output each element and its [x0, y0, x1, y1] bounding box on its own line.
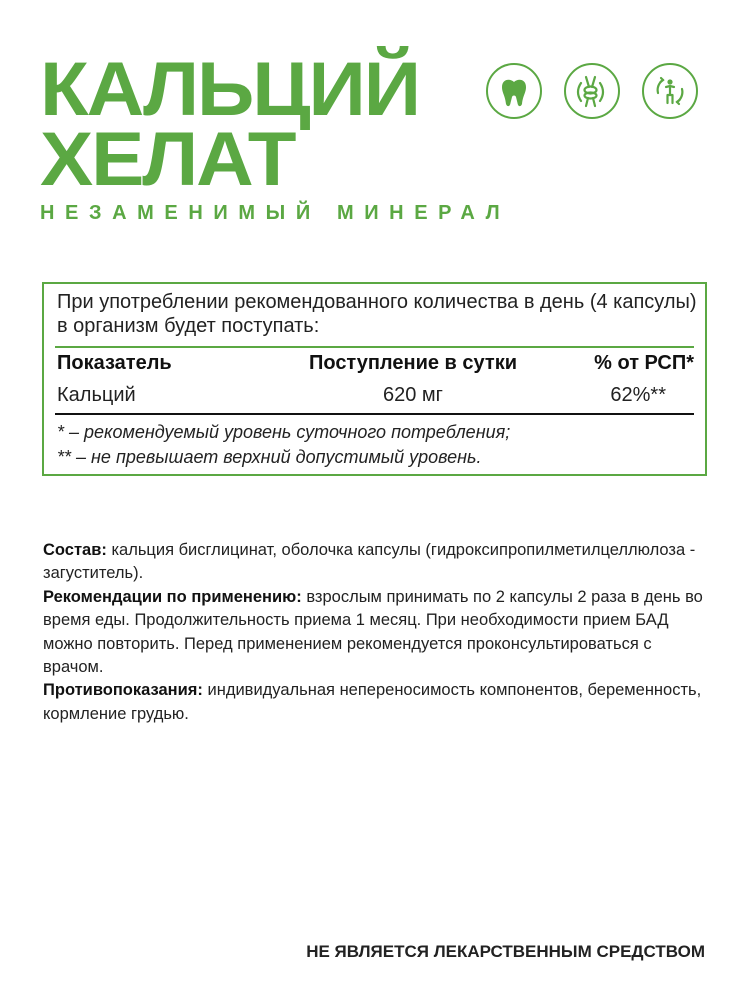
product-subtitle: НЕЗАМЕНИМЫЙ МИНЕРАЛ — [40, 202, 511, 224]
product-title — [40, 47, 419, 202]
intro-text: При употреблении рекомендованного количества в день (4 капсулы) в организм будет поступать: — [57, 291, 697, 337]
usage-label: Рекомендации по применению: — [43, 587, 302, 606]
row-daily-intake: 620 мг — [383, 384, 443, 406]
footnote-2: ** – не превышает верхний допустимый уровень. — [57, 447, 482, 467]
contraindications-label: Противопоказания: — [43, 681, 203, 700]
nutrition-info-box — [42, 282, 707, 476]
product-title-line1: КАЛЬЦИЙ — [40, 47, 419, 132]
table-divider — [55, 413, 694, 415]
contraindications-text: индивидуальная непереносимость компонентов, беременность, кормление грудью. — [43, 681, 702, 723]
footnote-1: * – рекомендуемый уровень суточного потребления; — [57, 422, 511, 442]
header-indicator: Показатель — [57, 352, 172, 374]
row-percent-rsp: 62%** — [610, 384, 666, 406]
composition-label: Состав: — [43, 541, 107, 559]
composition-paragraph — [43, 539, 708, 586]
contraindications-paragraph — [43, 679, 708, 726]
usage-paragraph — [43, 586, 708, 680]
header-percent-rsp: % от РСП* — [594, 352, 694, 374]
body-cycle-icon — [642, 63, 698, 119]
benefit-icons — [486, 63, 698, 119]
composition-text: кальция бисглицинат, оболочка капсулы (гидроксипропилметилцеллюлоза - загуститель). — [43, 541, 696, 583]
row-indicator: Кальций — [57, 384, 136, 406]
usage-text: взрослым принимать по 2 капсулы 2 раза в день во время еды. Продолжительность приема 1 месяц. При необходимости прием БАД можно повторить. Перед применением рекомендуется проконсультироваться с врачом. — [43, 587, 703, 677]
footnotes — [57, 420, 697, 470]
tooth-icon — [486, 63, 542, 119]
joint-icon — [564, 63, 620, 119]
disclaimer: НЕ ЯВЛЯЕТСЯ ЛЕКАРСТВЕННЫМ СРЕДСТВОМ — [306, 942, 705, 961]
header-daily-intake: Поступление в сутки — [308, 352, 517, 374]
composition-section — [43, 539, 708, 726]
product-title-line2: ХЕЛАТ — [40, 117, 295, 202]
header-divider — [55, 346, 694, 348]
